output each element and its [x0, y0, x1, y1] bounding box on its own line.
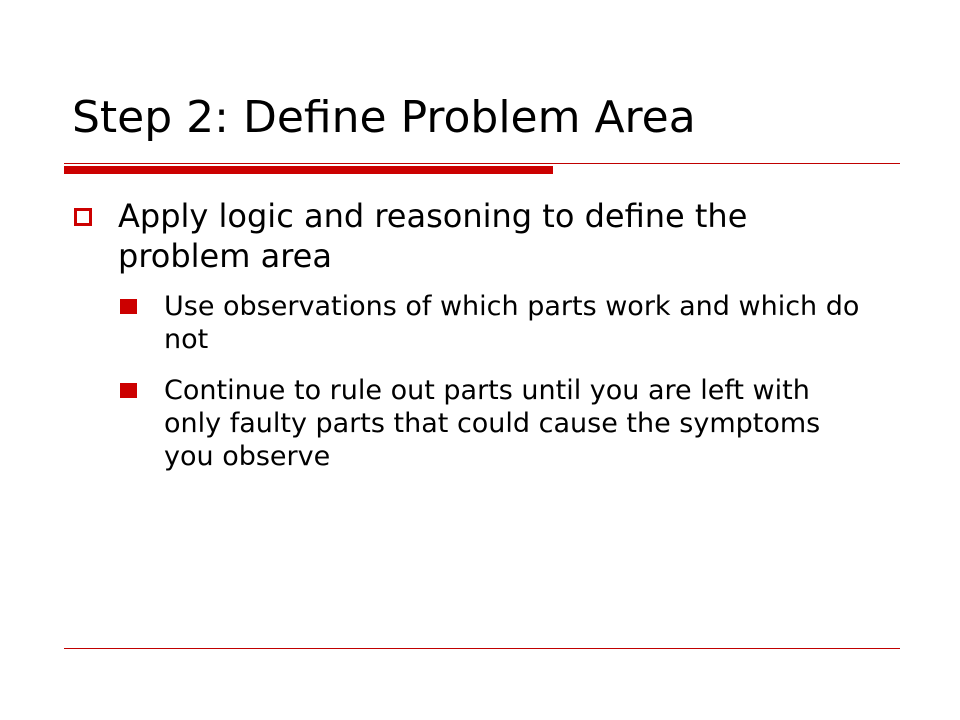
bullet-level-2 [164, 374, 872, 473]
sub-bullet-list [72, 290, 872, 473]
bullet-level-2 [164, 290, 872, 356]
slide-title: Step 2: Define Problem Area [72, 92, 696, 143]
footer-rule [64, 648, 900, 649]
bullet-content [72, 196, 872, 491]
hollow-square-bullet-icon [74, 208, 92, 226]
bullet-level-1 [72, 196, 872, 276]
bullet-text: Apply logic and reasoning to define the problem area [118, 197, 748, 275]
filled-square-bullet-icon [120, 383, 137, 398]
sub-bullet-text: Continue to rule out parts until you are left with only faulty parts that could cause the symptoms you observe [164, 375, 821, 472]
title-underline-accent [64, 166, 553, 174]
sub-bullet-text: Use observations of which parts work and which do not [164, 291, 860, 355]
filled-square-bullet-icon [120, 299, 137, 314]
title-underline-thin [64, 163, 900, 164]
